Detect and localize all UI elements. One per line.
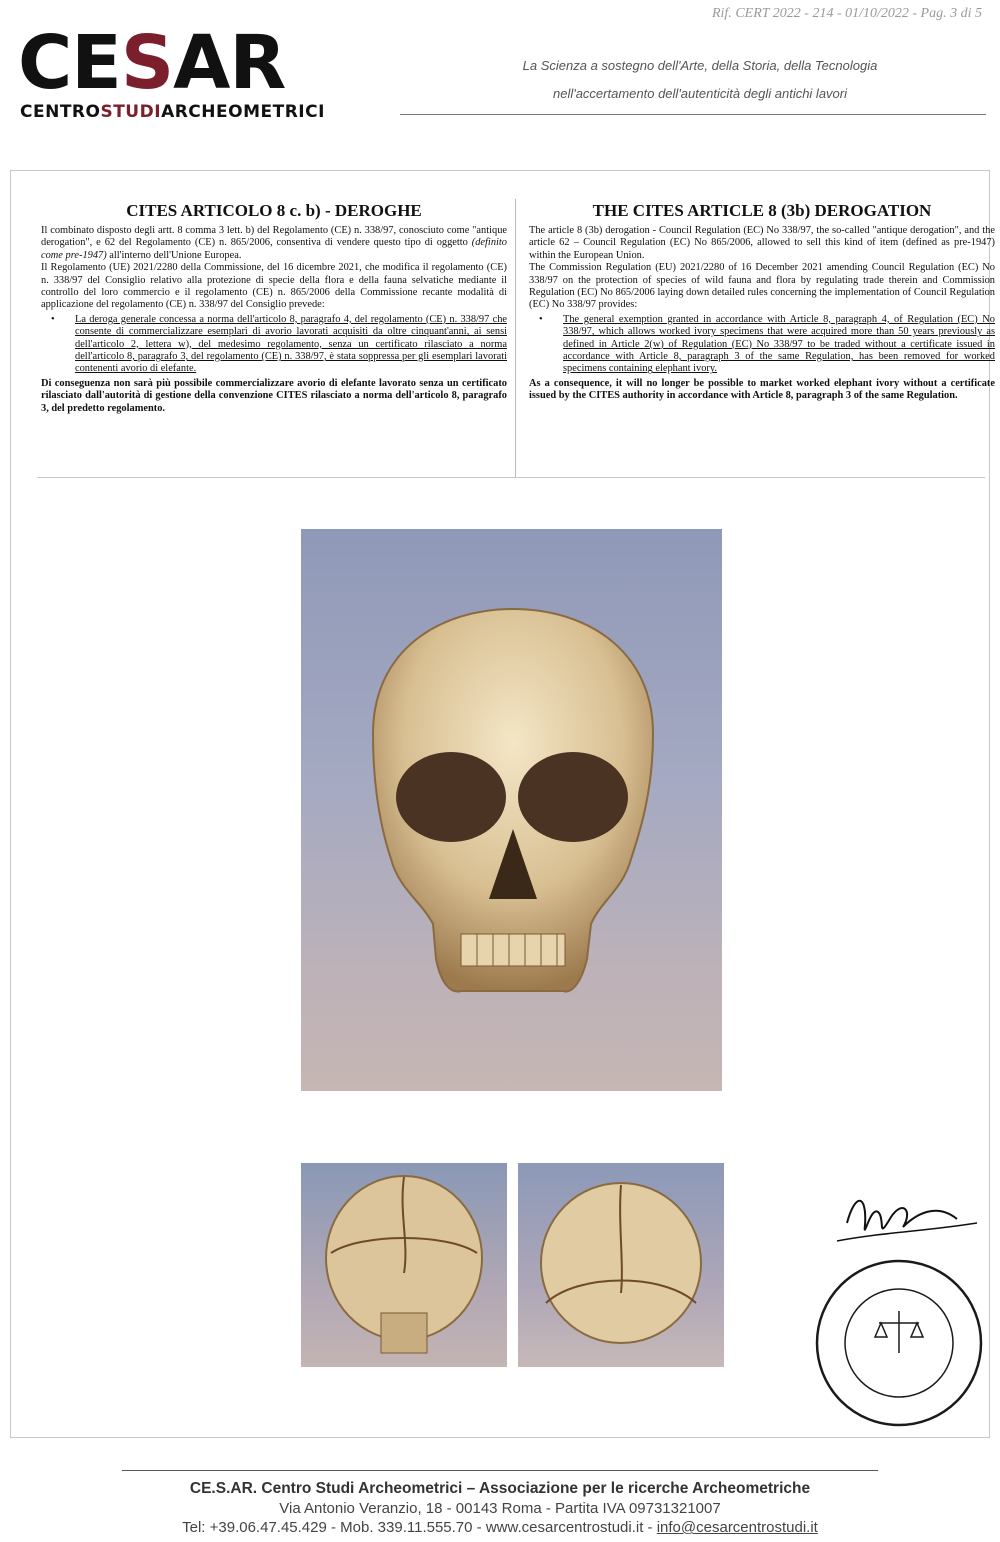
footer-phone-web: Tel: +39.06.47.45.429 - Mob. 339.11.555.70 - www.cesarcentrostudi.it - [182,1519,657,1536]
content-frame [10,170,995,1438]
expert-stamp-and-signature [807,1183,991,1443]
italian-bullet-list [41,314,507,376]
italian-column [41,201,507,415]
english-title: THE CITES ARTICLE 8 (3b) DEROGATION [592,201,932,220]
english-bullet-item: • The general exemption granted in accordance with Article 8, paragraph 4, of Regulation (EC) No 338/97, which allows worked ivory specimens that were acquired more than 50 years previously as defined in Article 2(w) of Regulation (EC) No 338/97 to be traded without a certificate issued in accordance with Article 8, paragraph 3 of the same Regulation, has been removed for worked specimens containing elephant ivory. [529,314,995,376]
italian-paragraph-2: Il Regolamento (UE) 2021/2280 della Commissione, del 16 dicembre 2021, che modifica il regolamento (CE) n. 338/97 del Consiglio relativo alla protezione di specie della flora e della fauna selvatiche mediante il controllo del loro commercio e il regolamento (CE) n. 865/2006 della Commissione recante modalità di applicazione del regolamento (CE) n. 338/97 del Consiglio prevede: [41,262,507,311]
italian-conclusion: Di conseguenza non sarà più possibile commercializzare avorio di elefante lavorato senza un certificato rilasciato dall'autorità di gestione della convenzione CITES rilasciato a norma dell'articolo 8, paragrafo 3, del predetto regolamento. [41,377,507,414]
logo-wordmark: CESAR [18,20,286,106]
cesar-logo [18,20,358,122]
tagline-line-2: nell'accertamento dell'autenticità degli antichi lavori [552,86,848,101]
english-paragraph-1: The article 8 (3b) derogation - Council Regulation (EC) No 338/97, the so-called "antique derogation", and the article 62 – Council Regulation (EC) No 865/2006, allowed to sell this kind of item (defined as pre-1947) within the European Union. [529,225,995,261]
skull-top-illustration [301,1163,507,1367]
skull-top-photo [301,1163,507,1367]
column-divider [515,199,516,477]
italian-bullet-item: • La deroga generale concessa a norma dell'articolo 8, paragrafo 4, del regolamento (CE) n. 338/97 che consente di commercializzare esemplari di avorio lavorati acquisiti da oltre cinquant'anni, ai sensi dell'articolo 2, lettera w), del medesimo regolamento, senza un certificato rilasciato a norma dell'articolo 8, paragrafo 3, del regolamento (CE) n. 338/97, è stata soppressa per gli esemplari lavorati contenenti avorio di elefante. [41,314,507,376]
footer-address: Via Antonio Veranzio, 18 - 00143 Roma - Partita IVA 09731321007 [279,1500,721,1517]
tagline-line-1: La Scienza a sostegno dell'Arte, della Storia, della Tecnologia [522,58,878,73]
header-divider [400,114,986,115]
section-divider [37,477,985,478]
footer-divider [122,1470,878,1471]
english-column [529,201,995,403]
italian-title: CITES ARTICOLO 8 c. b) - DEROGHE [126,201,422,220]
skull-front-illustration [301,529,722,1091]
english-conclusion: As a consequence, it will no longer be possible to market worked elephant ivory without a certificate issued by the CITES authority in accordance with Article 8, paragraph 3 of the same Regulation. [529,377,995,402]
italian-paragraph-1: Il combinato disposto degli artt. 8 comma 3 lett. b) del Regolamento (CE) n. 338/97, conosciuto come "antique derogation", e 62 del Regolamento (CE) n. 865/2006, consentiva di vendere questo tipo di oggetto (definito come pre-1947) all'interno dell'Unione Europea. [41,225,507,261]
english-paragraph-2: The Commission Regulation (EU) 2021/2280 of 16 December 2021 amending Council Regulation (EC) No 338/97 on the protection of species of wild fauna and flora by regulating trade therein and Commission Regulation (EC) No 865/2006 laying down detailed rules concerning the implementation of Council Regulation (EC) No 338/97 provides: [529,262,995,311]
skull-back-photo [518,1163,724,1367]
skull-front-photo [301,529,722,1091]
certificate-reference: Rif. CERT 2022 - 214 - 01/10/2022 - Pag. 3 di 5 [711,6,982,21]
footer-email-link[interactable]: info@cesarcentrostudi.it [656,1519,818,1536]
skull-back-illustration [518,1163,724,1367]
english-bullet-list [529,314,995,376]
logo-subtitle: CENTROSTUDIARCHEOMETRICI [20,102,325,122]
official-stamp-illustration [807,1183,991,1443]
footer-contacts [0,1519,1000,1536]
footer-organization: CE.S.AR. Centro Studi Archeometrici – Associazione per le ricerche Archeometriche [189,1480,811,1497]
